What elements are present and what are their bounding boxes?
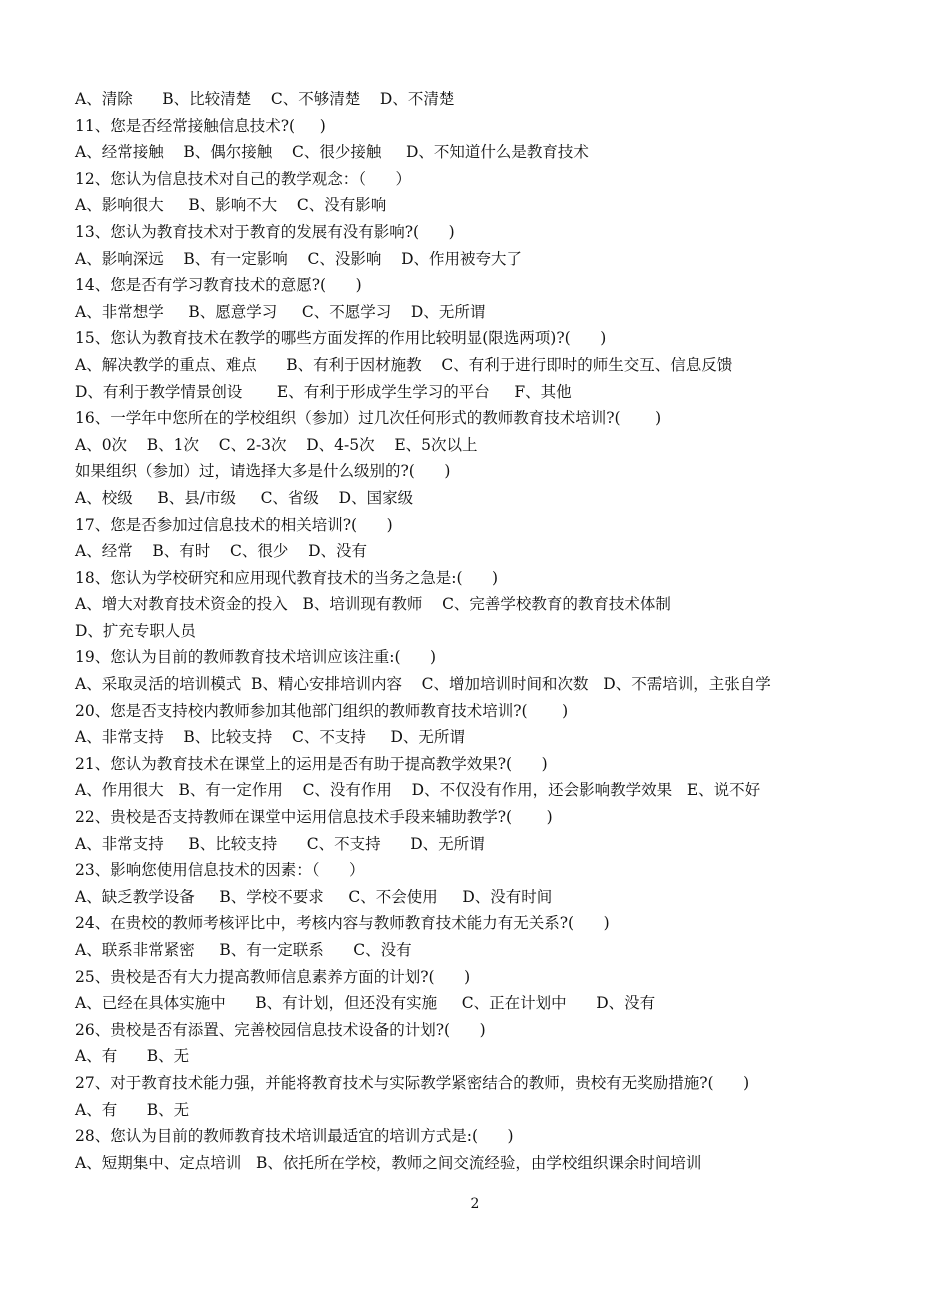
question-text: 14、您是否有学习教育技术的意愿?( ) <box>75 276 362 295</box>
answer-options: A、非常想学 B、愿意学习 C、不愿学习 D、无所谓 <box>75 302 486 321</box>
question-text: 15、您认为教育技术在教学的哪些方面发挥的作用比较明显(限选两项)?( ) <box>75 329 607 348</box>
question-text: 24、在贵校的教师考核评比中，考核内容与教师教育技术能力有无关系?( ) <box>75 914 610 933</box>
question-text: 11、您是否经常接触信息技术?( ) <box>75 116 326 135</box>
answer-options: A、0次 B、1次 C、2-3次 D、4-5次 E、5次以上 <box>75 435 478 454</box>
answer-options: A、增大对教育技术资金的投入 B、培训现有教师 C、完善学校教育的教育技术体制 <box>75 595 671 614</box>
question-text: 23、影响您使用信息技术的因素：（ ） <box>75 861 365 880</box>
answer-options: A、校级 B、县/市级 C、省级 D、国家级 <box>75 488 414 507</box>
answer-options: A、有 B、无 <box>75 1100 190 1119</box>
question-text: 28、您认为目前的教师教育技术培训最适宜的培训方式是:( ) <box>75 1127 514 1146</box>
answer-options: D、扩充专职人员 <box>75 621 196 640</box>
question-text: 13、您认为教育技术对于教育的发展有没有影响?( ) <box>75 222 455 241</box>
question-text: 18、您认为学校研究和应用现代教育技术的当务之急是:( ) <box>75 568 499 587</box>
answer-options: A、经常接触 B、偶尔接触 C、很少接触 D、不知道什么是教育技术 <box>75 143 589 162</box>
question-text: 12、您认为信息技术对自己的教学观念：（ ） <box>75 169 412 188</box>
answer-options: A、影响深远 B、有一定影响 C、没影响 D、作用被夸大了 <box>75 249 522 268</box>
answer-options: A、非常支持 B、比较支持 C、不支持 D、无所谓 <box>75 834 485 853</box>
answer-options: A、清除 B、比较清楚 C、不够清楚 D、不清楚 <box>75 90 455 108</box>
question-text: 26、贵校是否有添置、完善校园信息技术设备的计划?( ) <box>75 1020 486 1039</box>
answer-options: D、有利于教学情景创设 E、有利于形成学生学习的平台 F、其他 <box>75 382 572 401</box>
question-text: 19、您认为目前的教师教育技术培训应该注重:( ) <box>75 648 437 667</box>
answer-options: A、作用很大 B、有一定作用 C、没有作用 D、不仅没有作用，还会影响教学效果 E、说不好 <box>75 781 761 800</box>
answer-options: A、有 B、无 <box>75 1047 190 1066</box>
question-text: 22、贵校是否支持教师在课堂中运用信息技术手段来辅助教学?( ) <box>75 808 553 827</box>
answer-options: A、已经在具体实施中 B、有计划，但还没有实施 C、正在计划中 D、没有 <box>75 994 656 1013</box>
question-text: 27、对于教育技术能力强，并能将教育技术与实际教学紧密结合的教师，贵校有无奖励措施?( ) <box>75 1073 750 1092</box>
question-text: 20、您是否支持校内教师参加其他部门组织的教师教育技术培训?( ) <box>75 701 569 720</box>
answer-options: A、采取灵活的培训模式 B、精心安排培训内容 C、增加培训时间和次数 D、不需培训，主张自学 <box>75 675 771 694</box>
answer-options: A、联系非常紧密 B、有一定联系 C、没有 <box>75 941 412 959</box>
answer-options: A、影响很大 B、影响不大 C、没有影响 <box>75 196 387 215</box>
question-text: 16、一学年中您所在的学校组织（参加）过几次任何形式的教师教育技术培训?( ) <box>75 409 662 428</box>
answer-options: A、解决教学的重点、难点 B、有利于因材施教 C、有利于进行即时的师生交互、信息反馈 <box>75 355 733 374</box>
question-text: 21、您认为教育技术在课堂上的运用是否有助于提高教学效果?( ) <box>75 754 548 773</box>
answer-options: A、经常 B、有时 C、很少 D、没有 <box>75 542 367 561</box>
answer-options: A、短期集中、定点培训 B、依托所在学校，教师之间交流经验，由学校组织课余时间培训 <box>75 1153 702 1172</box>
questionnaire-body <box>75 86 895 1176</box>
question-text: 25、贵校是否有大力提高教师信息素养方面的计划?( ) <box>75 967 471 986</box>
question-text: 17、您是否参加过信息技术的相关培训?( ) <box>75 515 393 534</box>
answer-options: A、缺乏教学设备 B、学校不要求 C、不会使用 D、没有时间 <box>75 887 553 906</box>
question-text: 如果组织（参加）过，请选择大多是什么级别的?( ) <box>75 462 451 481</box>
answer-options: A、非常支持 B、比较支持 C、不支持 D、无所谓 <box>75 728 465 747</box>
page-number: 2 <box>470 1196 480 1212</box>
